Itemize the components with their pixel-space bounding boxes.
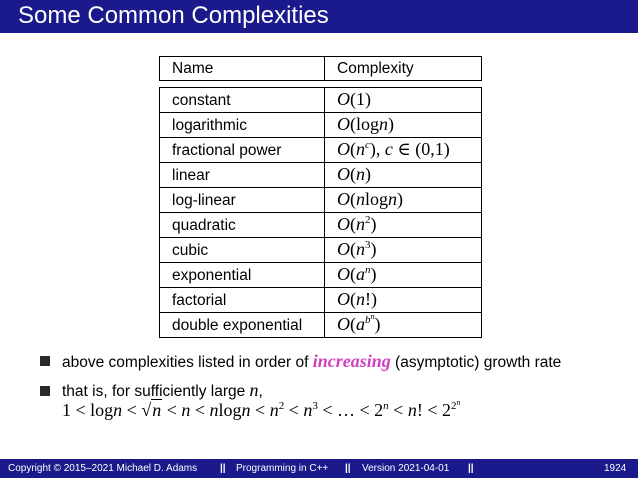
row-complexity-log-linear: O(nlogn) — [325, 188, 482, 213]
footer-copyright: Copyright © 2015–2021 Michael D. Adams — [8, 463, 198, 474]
row-complexity-cubic: $O(n^3)$ — [325, 238, 482, 263]
row-name-logarithmic: logarithmic — [160, 113, 325, 138]
table-row — [160, 288, 482, 313]
table-row — [160, 313, 482, 338]
slide-title: Some Common Complexities — [18, 2, 329, 29]
row-name-fractional-power: fractional power — [160, 138, 325, 163]
bullet-text-1: above complexities listed in order of increasing (asymptotic) growth rate — [62, 351, 562, 371]
row-name-factorial: factorial — [160, 288, 325, 313]
table-row — [160, 263, 482, 288]
table-header-row — [160, 57, 482, 81]
row-name-exponential: exponential — [160, 263, 325, 288]
footer-page-number: 1924 — [604, 463, 627, 474]
row-complexity-factorial: O(n!) — [325, 288, 482, 313]
row-name-cubic: cubic — [160, 238, 325, 263]
header-name: Name — [160, 57, 325, 81]
complexity-table — [159, 56, 482, 338]
row-name-quadratic: quadratic — [160, 213, 325, 238]
footer-separator-2: || — [345, 463, 351, 474]
footer-version: Version 2021-04-01 — [362, 463, 450, 474]
row-complexity-constant: O(1) — [325, 88, 482, 113]
title-bar — [0, 0, 638, 33]
header-complexity: Complexity — [325, 57, 482, 81]
table-row — [160, 163, 482, 188]
table-row — [160, 138, 482, 163]
table-row — [160, 88, 482, 113]
table-row — [160, 213, 482, 238]
row-complexity-logarithmic: O(logn) — [325, 113, 482, 138]
row-complexity-quadratic: $O(n^2)$ — [325, 213, 482, 238]
footer-course: Programming in C++ — [236, 463, 329, 474]
row-complexity-exponential: $O(a^n)$ — [325, 263, 482, 288]
table-row — [160, 113, 482, 138]
bullet-text-2: that is, for sufficiently large n, — [62, 380, 263, 400]
bullet-marker-1 — [40, 356, 50, 366]
emphasis-increasing: increasing — [312, 351, 391, 371]
table-row — [160, 238, 482, 263]
row-complexity-linear: O(n) — [325, 163, 482, 188]
table-row — [160, 188, 482, 213]
row-name-double-exponential: double exponential — [160, 313, 325, 338]
growth-rate-inequality: $1 < \log n < √n < n < nlogn < n^2 < n^3$ < … < $2^n < n$! < $2^{2^n}$ — [62, 398, 461, 420]
footer-separator-3: || — [468, 463, 474, 474]
row-name-log-linear: log-linear — [160, 188, 325, 213]
row-complexity-fractional-power: $O(n^c)$, c ∈ (0,1) — [325, 138, 482, 163]
row-name-linear: linear — [160, 163, 325, 188]
footer-bar — [0, 459, 638, 478]
footer-separator-1: || — [220, 463, 226, 474]
row-complexity-double-exponential: $O(a^{b^n})$ — [325, 313, 482, 338]
row-name-constant: constant — [160, 88, 325, 113]
bullet-marker-2 — [40, 386, 50, 396]
